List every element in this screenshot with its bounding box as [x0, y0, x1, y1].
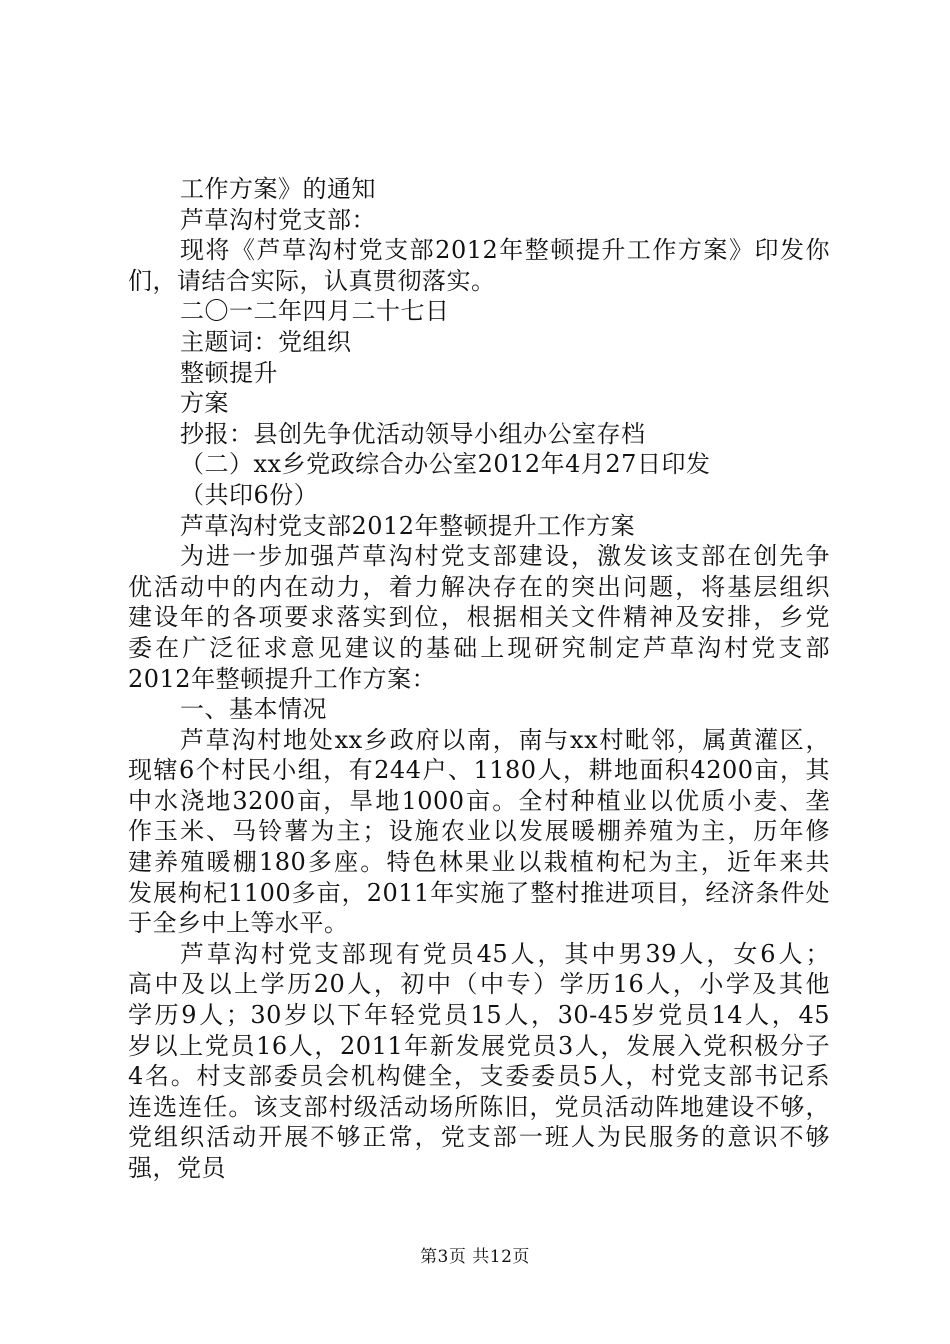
text-line: 高中及以上学历20人，初中（中专）学历16人，小学及其他: [128, 970, 830, 999]
text-line: 作玉米、马铃薯为主；设施农业以发展暖棚养殖为主，历年修: [128, 817, 830, 846]
text-line: 现将《芦草沟村党支部2012年整顿提升工作方案》印发你: [180, 236, 830, 265]
text-line: 建设年的各项要求落实到位，根据相关文件精神及安排，乡党: [128, 603, 830, 632]
text-line: 建养殖暖棚180多座。特色林果业以栽植枸杞为主，近年来共: [128, 848, 830, 877]
document-body: [128, 174, 830, 1184]
text-line: 4名。村支部委员会机构健全，支委委员5人，村党支部书记系: [128, 1062, 830, 1091]
page-number: 第3页 共12页: [420, 1247, 530, 1267]
text-line: 中水浇地3200亩，旱地1000亩。全村种植业以优质小麦、垄: [128, 786, 830, 815]
subject-word: 整顿提升: [180, 358, 278, 387]
text-line: 芦草沟村地处xx乡政府以南，南与xx村毗邻，属黄灌区，: [180, 725, 830, 754]
text-line: 连选连任。该支部村级活动场所陈旧，党员活动阵地建设不够，: [128, 1092, 830, 1121]
issuer-line: （二）xx乡党政综合办公室2012年4月27日印发: [180, 450, 711, 479]
text-line: 学历9人；30岁以下年轻党员15人，30-45岁党员14人，45: [128, 1001, 830, 1030]
page-footer: [0, 1242, 950, 1267]
cc-line: 抄报：县创先争优活动领导小组办公室存档: [180, 419, 646, 448]
text-line: 党组织活动开展不够正常，党支部一班人为民服务的意识不够: [128, 1123, 830, 1152]
text-line: 优活动中的内在动力，着力解决存在的突出问题，将基层组织: [128, 572, 830, 601]
subject-word: 方案: [180, 389, 229, 418]
copies-line: （共印6份）: [180, 480, 319, 509]
text-line: 强，党员: [128, 1154, 226, 1182]
section-heading: 一、基本情况: [180, 695, 327, 724]
issue-date: 二〇一二年四月二十七日: [180, 297, 450, 326]
text-line: 2012年整顿提升工作方案：: [128, 664, 437, 693]
text-line: 芦草沟村党支部现有党员45人，其中男39人，女6人；: [180, 939, 830, 968]
text-line: 委在广泛征求意见建议的基础上现研究制定芦草沟村党支部: [128, 633, 830, 662]
section-title: 芦草沟村党支部2012年整顿提升工作方案: [180, 511, 636, 540]
text-line: 岁以上党员16人，2011年新发展党员3人，发展入党积极分子: [128, 1031, 830, 1060]
text-line: 现辖6个村民小组，有244户、1180人，耕地面积4200亩，其: [128, 756, 830, 785]
text-line: 们，请结合实际，认真贯彻落实。: [128, 266, 496, 295]
text-line: 发展枸杞1100多亩，2011年实施了整村推进项目，经济条件处: [128, 878, 830, 907]
subject-words: 主题词：党组织: [180, 327, 352, 356]
salutation: 芦草沟村党支部：: [180, 205, 376, 234]
text-line: 于全乡中上等水平。: [128, 909, 349, 938]
text-line: 为进一步加强芦草沟村党支部建设，激发该支部在创先争: [180, 542, 830, 571]
text-line: 工作方案》的通知: [180, 175, 376, 203]
